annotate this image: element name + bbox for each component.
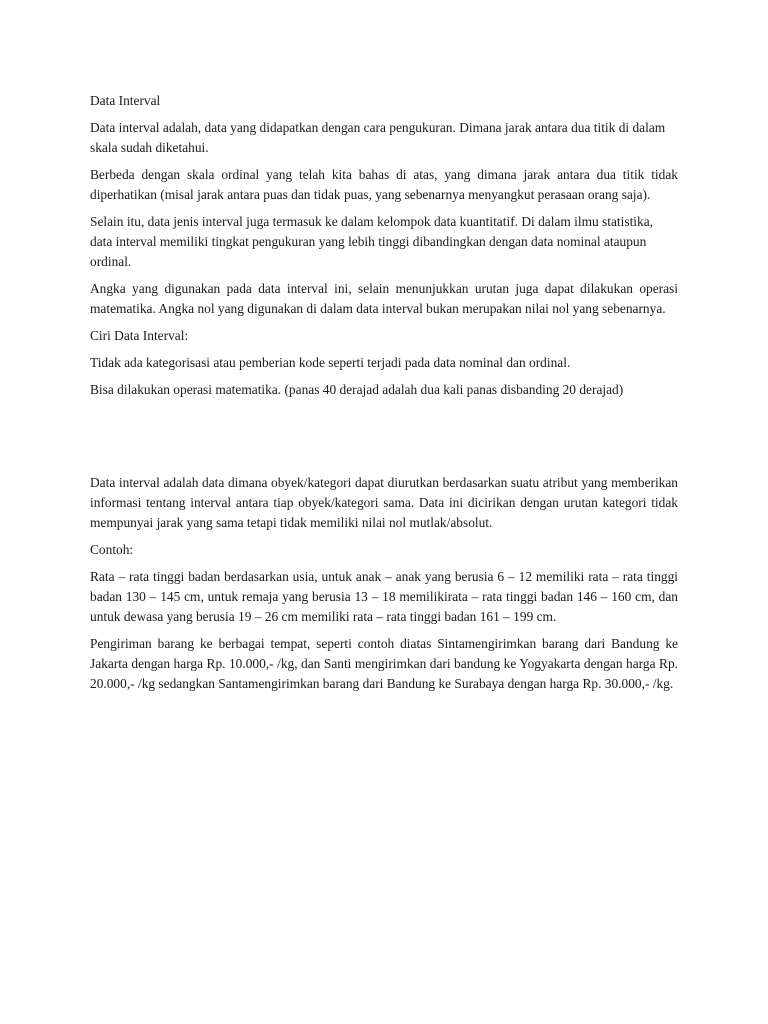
section-heading-data-interval: Data Interval bbox=[90, 93, 161, 108]
example-height: Rata – rata tinggi badan berdasarkan usia, untuk anak – anak yang berusia 6 – 12 memiliki rata – rata tinggi badan 130 – 145 cm, untuk remaja yang berusia 13 – 18 memilikirata – rata tinggi badan 146 – 160 cm, dan untuk dewasa yang berusia 19 – 26 cm memiliki rata – rata tinggi badan 161 – 199 cm. bbox=[90, 569, 678, 624]
paragraph-definition: Data interval adalah, data yang didapatkan dengan cara pengukuran. Dimana jarak antara dua titik di dalam skala sudah diketahui. bbox=[90, 120, 666, 155]
paragraph-zero-value: Angka yang digunakan pada data interval ini, selain menunjukkan urutan juga dapat dilakukan operasi matematika. Angka nol yang digunakan di dalam data interval bukan merupakan nilai nol yang sebenarnya. bbox=[90, 281, 678, 316]
paragraph-quantitative: Selain itu, data jenis interval juga termasuk ke dalam kelompok data kuantitatif. Di dalam ilmu statistika, data interval memiliki tingkat pengukuran yang lebih tinggi dibandingkan dengan data nominal ataupun ordinal. bbox=[90, 214, 654, 269]
ciri-item-2: Bisa dilakukan operasi matematika. (panas 40 derajad adalah dua kali panas disbanding 20 derajad) bbox=[90, 382, 624, 397]
contoh-heading: Contoh: bbox=[90, 542, 134, 557]
example-shipping: Pengiriman barang ke berbagai tempat, seperti contoh diatas Sintamengirimkan barang dari Bandung ke Jakarta dengan harga Rp. 10.000,- /kg, dan Santi mengirimkan dari bandung ke Yogyakarta dengan harga Rp. 20.000,- /kg sedangkan Santamengirimkan barang dari Bandung ke Surabaya dengan harga Rp. 30.000,- /kg. bbox=[90, 636, 678, 691]
ciri-heading: Ciri Data Interval: bbox=[90, 328, 189, 343]
ciri-item-1: Tidak ada kategorisasi atau pemberian kode seperti terjadi pada data nominal dan ordinal. bbox=[90, 355, 571, 370]
paragraph-ordinal-comparison: Berbeda dengan skala ordinal yang telah kita bahas di atas, yang dimana jarak antara dua titik tidak diperhatikan (misal jarak antara puas dan tidak puas, yang sebenarnya menyangkut perasaan orang saja). bbox=[90, 167, 678, 202]
paragraph-definition-2: Data interval adalah data dimana obyek/kategori dapat diurutkan berdasarkan suatu atribut yang memberikan informasi tentang interval antara tiap obyek/kategori sama. Data ini dicirikan dengan urutan kategori tidak mempunyai jarak yang sama tetapi tidak memiliki nilai nol mutlak/absolut. bbox=[90, 475, 678, 530]
document-page bbox=[90, 91, 678, 701]
blank-space bbox=[90, 407, 678, 473]
